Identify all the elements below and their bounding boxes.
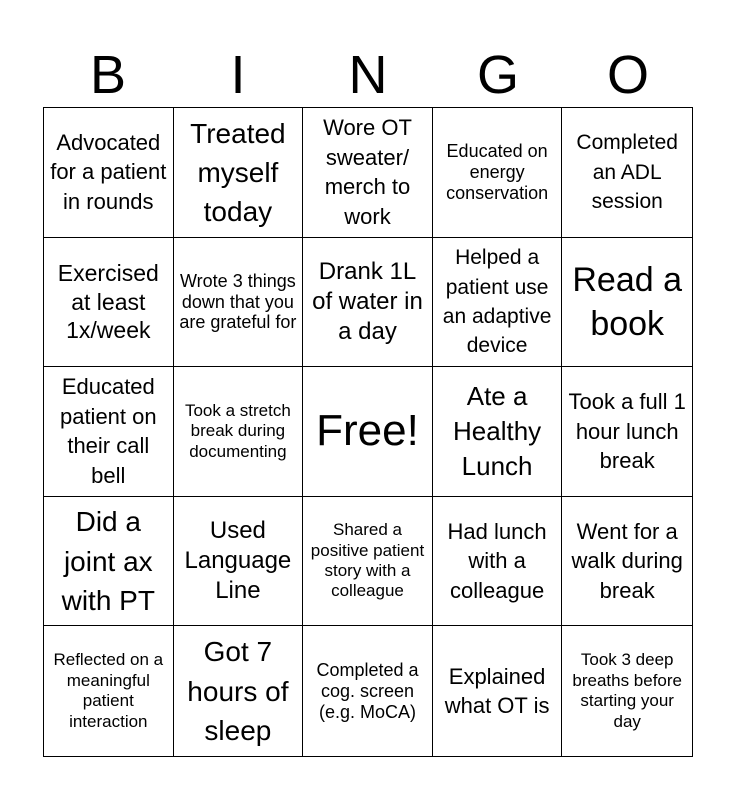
- bingo-cell[interactable]: Took a full 1 hour lunch break: [562, 367, 692, 497]
- bingo-cell[interactable]: Completed an ADL session: [562, 108, 692, 238]
- bingo-cell[interactable]: Explained what OT is: [433, 626, 563, 756]
- bingo-cell[interactable]: Read a book: [562, 238, 692, 368]
- bingo-cell[interactable]: Advocated for a patient in rounds: [44, 108, 174, 238]
- bingo-cell[interactable]: Wrote 3 things down that you are grateful for: [174, 238, 304, 368]
- bingo-cell[interactable]: Treated myself today: [174, 108, 304, 238]
- bingo-cell[interactable]: Educated patient on their call bell: [44, 367, 174, 497]
- bingo-cell[interactable]: Did a joint ax with PT: [44, 497, 174, 627]
- bingo-board: [43, 107, 693, 757]
- bingo-header: [43, 44, 693, 106]
- bingo-cell[interactable]: Educated on energy conservation: [433, 108, 563, 238]
- header-letter-o: O: [606, 45, 649, 105]
- free-space[interactable]: Free!: [303, 367, 433, 497]
- bingo-cell[interactable]: Got 7 hours of sleep: [174, 626, 304, 756]
- header-letter-g: G: [476, 45, 519, 105]
- bingo-cell[interactable]: Ate a Healthy Lunch: [433, 367, 563, 497]
- bingo-cell[interactable]: Shared a positive patient story with a colleague: [303, 497, 433, 627]
- header-letter-b: B: [89, 45, 127, 105]
- bingo-cell[interactable]: Took 3 deep breaths before starting your day: [572, 650, 683, 731]
- bingo-cell[interactable]: Took a stretch break during documenting: [174, 367, 304, 497]
- bingo-cell[interactable]: Had lunch with a colleague: [433, 497, 563, 627]
- bingo-cell[interactable]: Drank 1L of water in a day: [303, 238, 433, 368]
- bingo-cell[interactable]: Wore OT sweater/ merch to work: [303, 108, 433, 238]
- header-letter-i: I: [230, 45, 246, 105]
- header-letter-n: N: [348, 45, 388, 105]
- bingo-cell[interactable]: Reflected on a meaningful patient interaction: [44, 626, 174, 756]
- bingo-cell[interactable]: Exercised at least 1x/week: [44, 238, 174, 368]
- bingo-cell[interactable]: Completed a cog. screen (e.g. MoCA): [303, 626, 433, 756]
- bingo-cell[interactable]: Went for a walk during break: [562, 497, 692, 627]
- bingo-cell[interactable]: Helped a patient use an adaptive device: [433, 238, 563, 368]
- bingo-cell[interactable]: Used Language Line: [174, 497, 304, 627]
